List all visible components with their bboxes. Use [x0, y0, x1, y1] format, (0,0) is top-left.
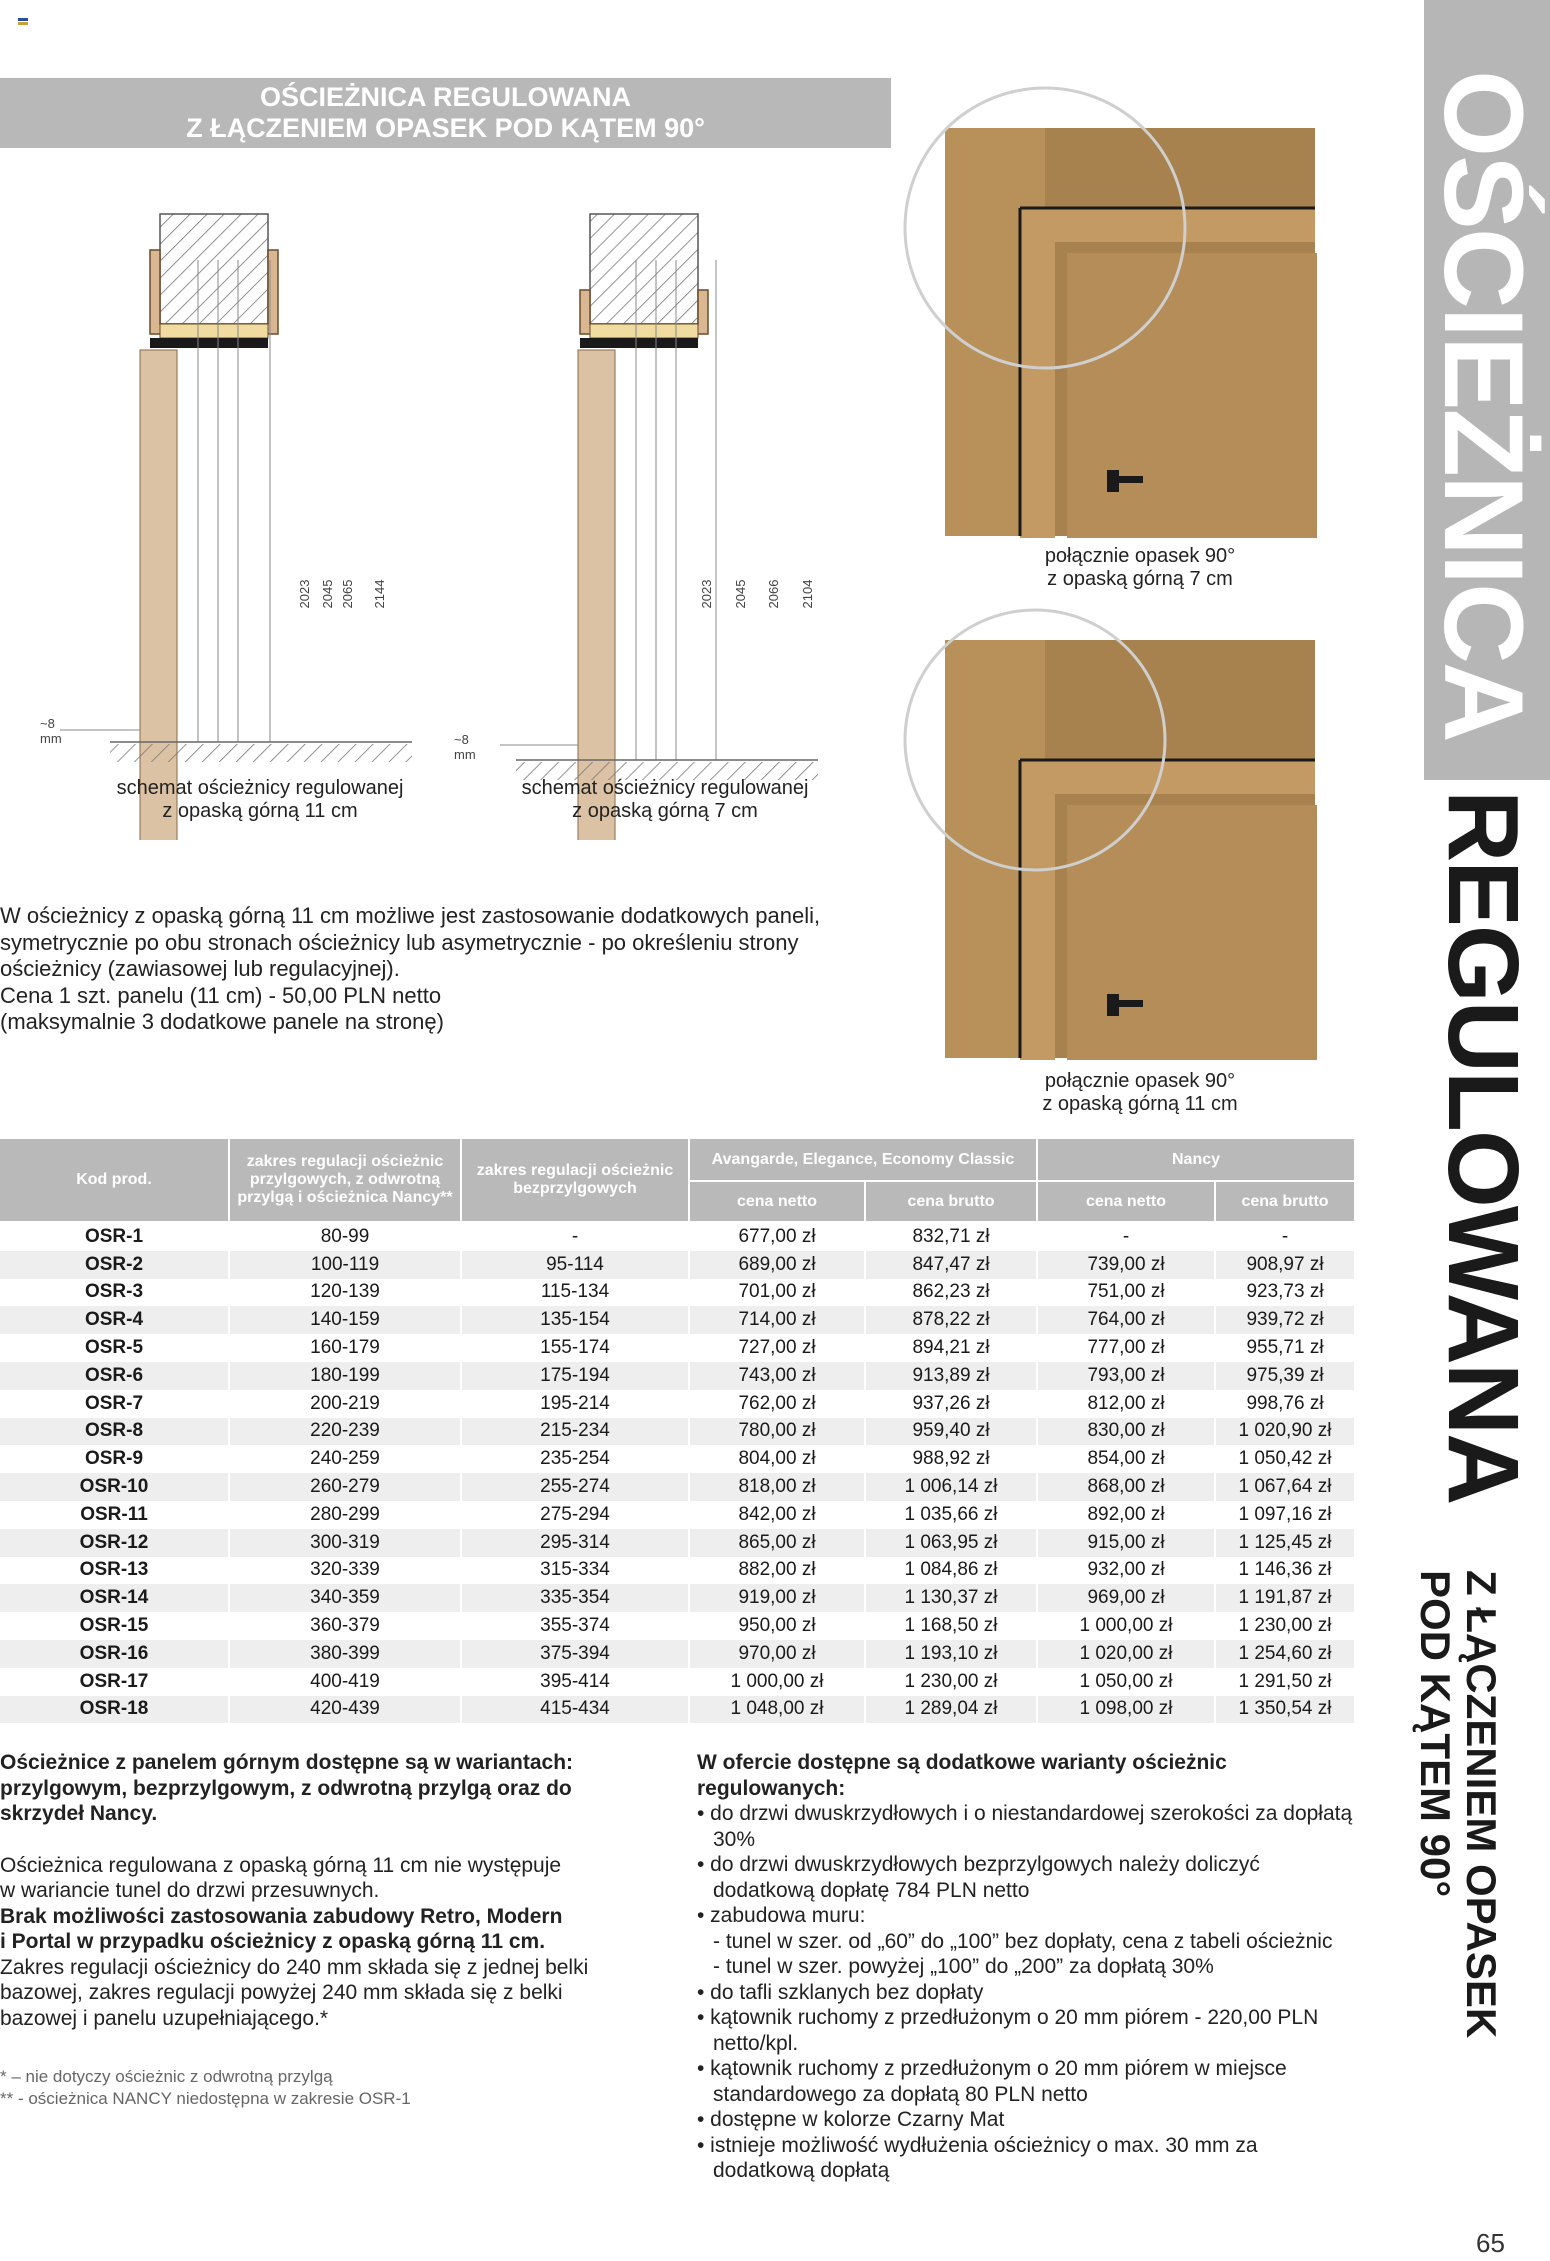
- table-row: [0, 1306, 1355, 1334]
- table-cell: 764,00 zł: [1037, 1306, 1215, 1334]
- table-row: [0, 1584, 1355, 1612]
- offer-item: • kątownik ruchomy z przedłużonym o 20 mm piórem - 220,00 PLN netto/kpl.: [697, 2006, 1319, 2055]
- dim-label: 2104: [800, 579, 815, 609]
- table-cell: 777,00 zł: [1037, 1334, 1215, 1362]
- table-cell: 818,00 zł: [689, 1473, 865, 1501]
- dim-label: 2144: [372, 579, 387, 609]
- table-cell: 762,00 zł: [689, 1390, 865, 1418]
- table-cell: 937,26 zł: [865, 1390, 1037, 1418]
- product-code: OSR-8: [0, 1418, 229, 1446]
- table-cell: 842,00 zł: [689, 1501, 865, 1529]
- table-cell: 959,40 zł: [865, 1418, 1037, 1446]
- table-cell: 220-239: [229, 1418, 461, 1446]
- table-cell: 854,00 zł: [1037, 1445, 1215, 1473]
- caption-line: z opaską górną 11 cm: [162, 800, 358, 822]
- note-line: Zakres regulacji ościeżnicy do 240 mm składa się z jednej belki: [0, 1955, 589, 1979]
- diagram-2-caption: [495, 777, 835, 823]
- col-net-2: cena netto: [1037, 1181, 1215, 1222]
- dim-label: 2023: [699, 579, 714, 609]
- table-cell: 1 050,00 zł: [1037, 1668, 1215, 1696]
- table-cell: 1 130,37 zł: [865, 1584, 1037, 1612]
- table-row: [0, 1362, 1355, 1390]
- table-cell: 395-414: [461, 1668, 689, 1696]
- table-cell: 1 191,87 zł: [1215, 1584, 1355, 1612]
- caption-line: z opaską górną 11 cm: [1042, 1093, 1238, 1115]
- note-line: bazowej, zakres regulacji powyżej 240 mm składa się z belki: [0, 1981, 563, 2004]
- table-row: [0, 1279, 1355, 1307]
- col-code: Kod prod.: [0, 1139, 229, 1222]
- table-row: [0, 1418, 1355, 1446]
- product-code: OSR-16: [0, 1640, 229, 1668]
- table-cell: 998,76 zł: [1215, 1390, 1355, 1418]
- intro-paragraph: [0, 903, 895, 1036]
- table-cell: -: [461, 1222, 689, 1251]
- table-cell: 135-154: [461, 1306, 689, 1334]
- product-code: OSR-7: [0, 1390, 229, 1418]
- table-cell: 320-339: [229, 1557, 461, 1585]
- product-code: OSR-1: [0, 1222, 229, 1251]
- table-row: [0, 1696, 1355, 1724]
- panel-variants-line: Ościeżnice z panelem górnym dostępne są w wariantach:: [0, 1751, 574, 1774]
- table-cell: 240-259: [229, 1445, 461, 1473]
- table-cell: 155-174: [461, 1334, 689, 1362]
- table-cell: 739,00 zł: [1037, 1251, 1215, 1279]
- product-code: OSR-5: [0, 1334, 229, 1362]
- table-cell: 714,00 zł: [689, 1306, 865, 1334]
- table-cell: 200-219: [229, 1390, 461, 1418]
- table-cell: 175-194: [461, 1362, 689, 1390]
- product-code: OSR-10: [0, 1473, 229, 1501]
- table-cell: 95-114: [461, 1251, 689, 1279]
- table-cell: 988,92 zł: [865, 1445, 1037, 1473]
- diagram-1-caption: [90, 777, 430, 823]
- photo-joint-11cm: [895, 600, 1335, 1060]
- table-cell: 1 230,00 zł: [1215, 1612, 1355, 1640]
- table-cell: 847,47 zł: [865, 1251, 1037, 1279]
- table-row: [0, 1529, 1355, 1557]
- table-cell: 908,97 zł: [1215, 1251, 1355, 1279]
- table-cell: 1 125,45 zł: [1215, 1529, 1355, 1557]
- page-number: 65: [1476, 2228, 1505, 2258]
- heading-line-2: Z ŁĄCZENIEM OPASEK POD KĄTEM 90°: [186, 113, 705, 143]
- brand-logo: [18, 18, 28, 27]
- product-code: OSR-6: [0, 1362, 229, 1390]
- table-row: [0, 1501, 1355, 1529]
- table-cell: -: [1037, 1222, 1215, 1251]
- table-cell: 894,21 zł: [865, 1334, 1037, 1362]
- panel-variants-line: przylgowym, bezprzylgowym, z odwrotną przylgą oraz do: [0, 1776, 572, 1800]
- dim-label: 2023: [297, 579, 312, 609]
- table-cell: 1 289,04 zł: [865, 1696, 1037, 1724]
- product-code: OSR-3: [0, 1279, 229, 1307]
- table-cell: 315-334: [461, 1557, 689, 1585]
- intro-line: symetrycznie po obu stronach ościeżnicy lub asymetrycznie - po określeniu strony: [0, 929, 799, 955]
- right-notes: [697, 1750, 1357, 2184]
- frame-diagrams: [0, 200, 900, 840]
- caption-line: z opaską górną 7 cm: [1047, 568, 1233, 590]
- table-cell: 260-279: [229, 1473, 461, 1501]
- table-cell: 865,00 zł: [689, 1529, 865, 1557]
- intro-line: ościeżnicy (zawiasowej lub regulacyjnej).: [0, 956, 400, 981]
- table-cell: 1 098,00 zł: [1037, 1696, 1215, 1724]
- side-title-word1: OŚCIEŻNICA: [1421, 70, 1546, 741]
- col-net-1: cena netto: [689, 1181, 865, 1222]
- table-cell: 360-379: [229, 1612, 461, 1640]
- table-cell: 355-374: [461, 1612, 689, 1640]
- table-cell: 380-399: [229, 1640, 461, 1668]
- table-cell: 868,00 zł: [1037, 1473, 1215, 1501]
- table-cell: 1 350,54 zł: [1215, 1696, 1355, 1724]
- table-cell: 689,00 zł: [689, 1251, 865, 1279]
- table-cell: 1 006,14 zł: [865, 1473, 1037, 1501]
- dim-label: 2065: [340, 579, 355, 609]
- heading-line-1: OŚCIEŻNICA REGULOWANA: [260, 82, 631, 112]
- table-cell: 804,00 zł: [689, 1445, 865, 1473]
- side-title-word2: REGULOWANA: [1427, 790, 1539, 1504]
- table-cell: 1 000,00 zł: [1037, 1612, 1215, 1640]
- price-table: [0, 1139, 1356, 1723]
- table-cell: 727,00 zł: [689, 1334, 865, 1362]
- offer-list: [697, 1801, 1357, 2184]
- table-cell: 1 230,00 zł: [865, 1668, 1037, 1696]
- col-gross-1: cena brutto: [865, 1181, 1037, 1222]
- table-row: [0, 1640, 1355, 1668]
- table-row: [0, 1222, 1355, 1251]
- col-range-norebate: zakres regulacji ościeżnic bezprzylgowych: [461, 1139, 689, 1222]
- offer-item: • do tafli szklanych bez dopłaty: [697, 1980, 984, 2004]
- table-cell: 780,00 zł: [689, 1418, 865, 1446]
- table-cell: 919,00 zł: [689, 1584, 865, 1612]
- caption-line: połącznie opasek 90°: [1044, 1070, 1236, 1092]
- table-cell: 160-179: [229, 1334, 461, 1362]
- product-code: OSR-11: [0, 1501, 229, 1529]
- table-cell: 180-199: [229, 1362, 461, 1390]
- table-cell: 923,73 zł: [1215, 1279, 1355, 1307]
- table-cell: 743,00 zł: [689, 1362, 865, 1390]
- table-cell: 415-434: [461, 1696, 689, 1724]
- table-cell: 280-299: [229, 1501, 461, 1529]
- table-cell: 300-319: [229, 1529, 461, 1557]
- table-cell: 275-294: [461, 1501, 689, 1529]
- diagram-1: [60, 214, 412, 840]
- note-line: i Portal w przypadku ościeżnicy z opaską górną 11 cm.: [0, 1930, 546, 1953]
- offer-item: • kątownik ruchomy z przedłużonym o 20 mm piórem w miejsce standardowego za dopłatą 80 PLN netto: [697, 2057, 1287, 2106]
- table-cell: 1 097,16 zł: [1215, 1501, 1355, 1529]
- table-cell: 340-359: [229, 1584, 461, 1612]
- table-cell: 140-159: [229, 1306, 461, 1334]
- table-cell: 882,00 zł: [689, 1557, 865, 1585]
- table-cell: 1 291,50 zł: [1215, 1668, 1355, 1696]
- intro-line: Cena 1 szt. panelu (11 cm) - 50,00 PLN netto: [0, 982, 442, 1008]
- note-line: w wariancie tunel do drzwi przesuwnych.: [0, 1879, 380, 1902]
- table-cell: -: [1215, 1222, 1355, 1251]
- product-code: OSR-12: [0, 1529, 229, 1557]
- product-code: OSR-2: [0, 1251, 229, 1279]
- dim-label: 2045: [733, 579, 748, 609]
- table-row: [0, 1251, 1355, 1279]
- gap-label: ~8 mm: [40, 716, 62, 746]
- table-cell: 1 020,00 zł: [1037, 1640, 1215, 1668]
- product-code: OSR-14: [0, 1584, 229, 1612]
- intro-line: (maksymalnie 3 dodatkowe panele na stronę): [0, 1009, 444, 1034]
- table-cell: 295-314: [461, 1529, 689, 1557]
- col-range-rebate: zakres regulacji ościeżnic przylgowych, z odwrotną przylgą i ościeżnica Nancy**: [229, 1139, 461, 1222]
- table-cell: 115-134: [461, 1279, 689, 1307]
- product-code: OSR-9: [0, 1445, 229, 1473]
- table-cell: 970,00 zł: [689, 1640, 865, 1668]
- table-cell: 100-119: [229, 1251, 461, 1279]
- dim-label: 2066: [766, 579, 781, 609]
- table-cell: 969,00 zł: [1037, 1584, 1215, 1612]
- footnote-1: * – nie dotyczy ościeżnic z odwrotną przylgą: [0, 2067, 333, 2086]
- table-cell: 255-274: [461, 1473, 689, 1501]
- table-cell: 1 168,50 zł: [865, 1612, 1037, 1640]
- table-row: [0, 1445, 1355, 1473]
- note-line: bazowej i panelu uzupełniającego.*: [0, 2006, 329, 2030]
- table-cell: 950,00 zł: [689, 1612, 865, 1640]
- offer-subitem: - tunel w szer. powyżej „100” do „200” za dopłatą 30%: [713, 1955, 1214, 1978]
- table-row: [0, 1612, 1355, 1640]
- offer-item: • do drzwi dwuskrzydłowych bezprzylgowych należy doliczyć dodatkową dopłatę 784 PLN netto: [697, 1853, 1260, 1902]
- photo-joint-7cm: [895, 78, 1335, 538]
- table-cell: 939,72 zł: [1215, 1306, 1355, 1334]
- table-cell: 400-419: [229, 1668, 461, 1696]
- table-cell: 913,89 zł: [865, 1362, 1037, 1390]
- intro-line: W ościeżnicy z opaską górną 11 cm możliwe jest zastosowanie dodatkowych paneli,: [0, 903, 821, 928]
- photo-2-caption: [1010, 1070, 1270, 1116]
- col-group-standard: Avangarde, Elegance, Economy Classic: [689, 1139, 1037, 1181]
- table-cell: 878,22 zł: [865, 1306, 1037, 1334]
- footnote-2: ** - ościeżnica NANCY niedostępna w zakresie OSR-1: [0, 2089, 411, 2108]
- table-cell: 1 067,64 zł: [1215, 1473, 1355, 1501]
- col-group-nancy: Nancy: [1037, 1139, 1355, 1181]
- table-cell: 215-234: [461, 1418, 689, 1446]
- table-cell: 1 254,60 zł: [1215, 1640, 1355, 1668]
- table-cell: 1 050,42 zł: [1215, 1445, 1355, 1473]
- table-cell: 235-254: [461, 1445, 689, 1473]
- offer-subitem: - tunel w szer. od „60” do „100” bez dopłaty, cena z tabeli ościeżnic: [713, 1929, 1333, 1953]
- left-notes: [0, 1750, 670, 2031]
- table-cell: 862,23 zł: [865, 1279, 1037, 1307]
- offer-title: regulowanych:: [697, 1776, 846, 1800]
- product-code: OSR-18: [0, 1696, 229, 1724]
- caption-line: schemat ościeżnicy regulowanej: [521, 777, 809, 799]
- table-row: [0, 1557, 1355, 1585]
- offer-item: • istnieje możliwość wydłużenia ościeżnicy o max. 30 mm za dodatkową dopłatą: [697, 2133, 1258, 2182]
- dim-label: 2045: [320, 579, 335, 609]
- product-code: OSR-17: [0, 1668, 229, 1696]
- offer-item: • dostępne w kolorze Czarny Mat: [697, 2108, 1005, 2131]
- table-cell: 420-439: [229, 1696, 461, 1724]
- table-cell: 677,00 zł: [689, 1222, 865, 1251]
- caption-line: schemat ościeżnicy regulowanej: [116, 777, 404, 799]
- section-heading: [0, 78, 891, 148]
- table-cell: 832,71 zł: [865, 1222, 1037, 1251]
- table-cell: 751,00 zł: [1037, 1279, 1215, 1307]
- offer-item: • do drzwi dwuskrzydłowych i o niestandardowej szerokości za dopłatą 30%: [697, 1802, 1353, 1851]
- product-code: OSR-13: [0, 1557, 229, 1585]
- price-table-body: [0, 1222, 1355, 1723]
- note-line: Brak możliwości zastosowania zabudowy Retro, Modern: [0, 1904, 563, 1928]
- col-gross-2: cena brutto: [1215, 1181, 1355, 1222]
- table-cell: 701,00 zł: [689, 1279, 865, 1307]
- side-subtitle-1: Z ŁĄCZENIEM OPASEK: [1458, 1570, 1505, 2039]
- table-cell: 195-214: [461, 1390, 689, 1418]
- table-row: [0, 1334, 1355, 1362]
- table-cell: 812,00 zł: [1037, 1390, 1215, 1418]
- table-cell: 1 020,90 zł: [1215, 1418, 1355, 1446]
- caption-line: z opaską górną 7 cm: [572, 800, 758, 822]
- product-code: OSR-4: [0, 1306, 229, 1334]
- table-cell: 80-99: [229, 1222, 461, 1251]
- photo-1-caption: [1010, 545, 1270, 591]
- table-cell: 975,39 zł: [1215, 1362, 1355, 1390]
- offer-title: W ofercie dostępne są dodatkowe warianty ościeżnic: [697, 1751, 1227, 1774]
- gap-label: ~8 mm: [454, 732, 476, 762]
- table-cell: 932,00 zł: [1037, 1557, 1215, 1585]
- table-cell: 120-139: [229, 1279, 461, 1307]
- table-row: [0, 1668, 1355, 1696]
- footnotes: [0, 2066, 670, 2110]
- table-cell: 1 035,66 zł: [865, 1501, 1037, 1529]
- table-cell: 793,00 zł: [1037, 1362, 1215, 1390]
- product-code: OSR-15: [0, 1612, 229, 1640]
- table-cell: 1 146,36 zł: [1215, 1557, 1355, 1585]
- table-cell: 1 048,00 zł: [689, 1696, 865, 1724]
- table-cell: 1 193,10 zł: [865, 1640, 1037, 1668]
- table-cell: 1 000,00 zł: [689, 1668, 865, 1696]
- table-cell: 1 063,95 zł: [865, 1529, 1037, 1557]
- panel-variants-line: skrzydeł Nancy.: [0, 1802, 158, 1825]
- table-cell: 375-394: [461, 1640, 689, 1668]
- table-cell: 1 084,86 zł: [865, 1557, 1037, 1585]
- side-subtitle-2: POD KĄTEM 90°: [1412, 1570, 1459, 1898]
- table-cell: 335-354: [461, 1584, 689, 1612]
- table-cell: 915,00 zł: [1037, 1529, 1215, 1557]
- note-line: Ościeżnica regulowana z opaską górną 11 cm nie występuje: [0, 1853, 562, 1877]
- offer-item: • zabudowa muru:: [697, 1904, 866, 1927]
- diagram-2: [500, 214, 818, 840]
- table-row: [0, 1390, 1355, 1418]
- table-cell: 955,71 zł: [1215, 1334, 1355, 1362]
- table-row: [0, 1473, 1355, 1501]
- table-cell: 892,00 zł: [1037, 1501, 1215, 1529]
- table-cell: 830,00 zł: [1037, 1418, 1215, 1446]
- caption-line: połącznie opasek 90°: [1044, 545, 1236, 567]
